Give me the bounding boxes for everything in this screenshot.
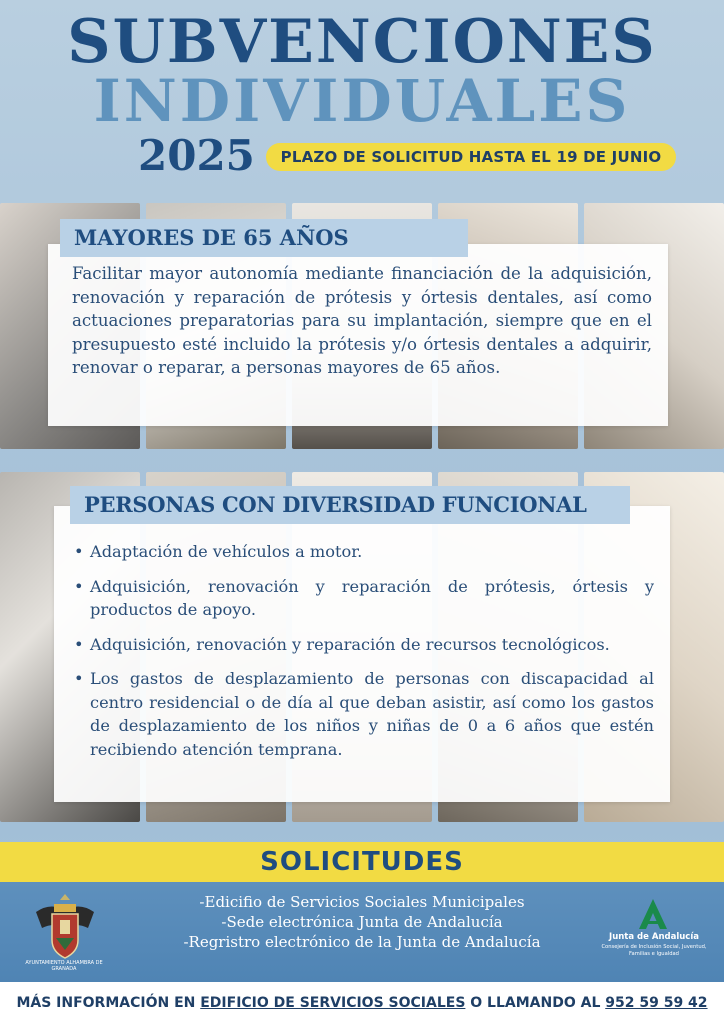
footer-phone: 952 59 59 42 bbox=[605, 995, 708, 1011]
deadline-badge: PLAZO DE SOLICITUD HASTA EL 19 DE JUNIO bbox=[266, 143, 676, 171]
footer-middle: O LLAMANDO AL bbox=[465, 995, 606, 1011]
list-item: • Adquisición, renovación y reparación de recursos tecnológicos. bbox=[74, 633, 654, 657]
footer-info bbox=[0, 982, 724, 1024]
diversidad-heading: PERSONAS CON DIVERSIDAD FUNCIONAL bbox=[70, 486, 630, 524]
mayores-heading: MAYORES DE 65 AÑOS bbox=[60, 219, 468, 257]
year: 2025 bbox=[138, 131, 255, 180]
footer-place: EDIFICIO DE SERVICIOS SOCIALES bbox=[200, 995, 466, 1011]
solicitud-place: -Regristro electrónico de la Junta de Andalucía bbox=[183, 933, 541, 951]
junta-andalucia-logo-icon bbox=[636, 897, 670, 931]
mayores-card bbox=[48, 244, 668, 426]
junta-name: Junta de Andalucía bbox=[609, 932, 699, 942]
solicitudes-heading: SOLICITUDES bbox=[0, 842, 724, 882]
mayores-body: Facilitar mayor autonomía mediante financiación de la adquisición, renovación y reparación de prótesis y órtesis dentales, así como actuaciones preparatorias para su implantación, siempre que en el presupuesto esté incluido la prótesis y/o órtesis dentales a adquirir, renovar o reparar, a personas mayores de 65 años. bbox=[72, 264, 652, 377]
title-line-2: INDIVIDUALES bbox=[93, 67, 631, 135]
diversidad-card bbox=[54, 506, 670, 802]
solicitud-place: -Sede electrónica Junta de Andalucía bbox=[221, 913, 503, 931]
list-item: • Adaptación de vehículos a motor. bbox=[74, 540, 654, 564]
solicitud-place: -Edicifio de Servicios Sociales Municipales bbox=[199, 893, 525, 911]
list-item: • Los gastos de desplazamiento de personas con discapacidad al centro residencial o de día al que deban asistir, así como los gastos de desplazamiento de los niños y niñas de 0 a 6 años que estén recibiendo atención temprana. bbox=[74, 667, 654, 761]
ayuntamiento-label: AYUNTAMIENTO ALHAMBRA DE GRANADA bbox=[25, 960, 103, 972]
title-line-1: SUBVENCIONES bbox=[67, 7, 657, 77]
footer-prefix: MÁS INFORMACIÓN EN bbox=[16, 995, 201, 1011]
list-item: • Adquisición, renovación y reparación de prótesis, órtesis y productos de apoyo. bbox=[74, 575, 654, 622]
solicitudes-list bbox=[0, 892, 724, 952]
diversidad-list bbox=[74, 540, 654, 772]
junta-department: Consejería de Inclusión Social, Juventud, Familias e Igualdad bbox=[601, 944, 707, 957]
